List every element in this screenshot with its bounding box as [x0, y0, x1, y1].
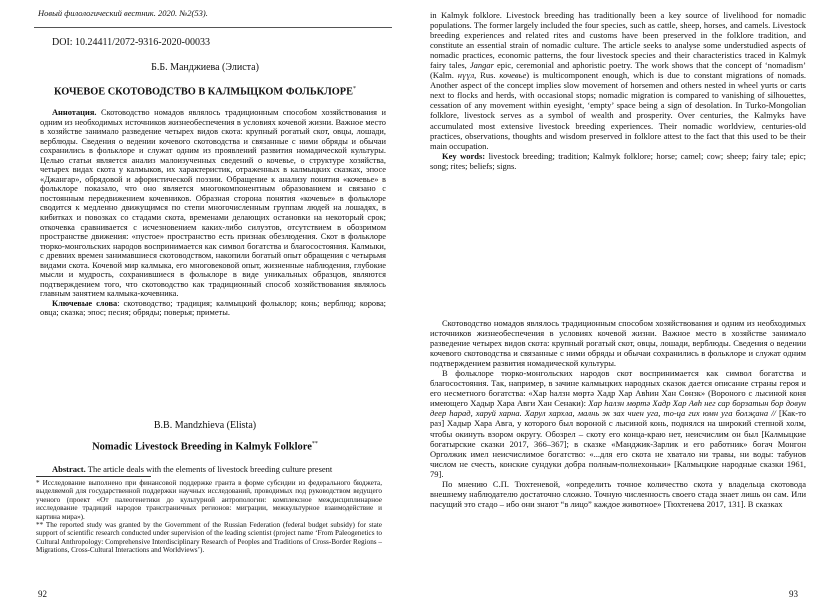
title-ru-text: КОЧЕВОЕ СКОТОВОДСТВО В КАЛМЫЦКОМ ФОЛЬКЛОРЕ	[54, 86, 353, 98]
jangar-word: Jangar	[469, 60, 494, 71]
para2-a: В фольклоре тюрко-монгольских народов скот воспринимается как символ богатства и благосостояния. Так, например, в зачине калмыцких народных сказок дается описание страны героя и его несметного богатства: «Хар һалзн мөртә Хадр Хар Авһин Хан Сөнзк» (Вороного с лысиной коня имеющего Хадыр Хара Авги Хан Сенаки):	[430, 368, 806, 409]
footnote-rule	[36, 476, 151, 477]
journal-header: Новый филологический вестник. 2020. №2(53).	[38, 8, 208, 18]
kw-en-label: Key words:	[442, 150, 486, 161]
paragraph-1: Скотоводство номадов являлось традиционным способом хозяйствования и одним из необходимых источников жизнеобеспечения в условиях кочевой жизни. Важное место в хозяйстве занимало разведение четырех видов скота: крупный рогатый скот, овцы, лошади, верблюды. Сведения о ведении кочевого скотоводства и связанные с ними обряды и обычаи сохранились в фольклоре и служат одним подтверждением развития номадической культуры.	[430, 318, 806, 369]
abstract-en-label: Abstract.	[52, 464, 86, 474]
abstract-ru	[40, 108, 386, 318]
kw-en-text: livestock breeding; tradition; Kalmyk folklore; horse; camel; cow; sheep; fairy tale; epic; song; rites; beliefs; signs.	[430, 150, 806, 171]
title-en-text: Nomadic Livestock Breeding in Kalmyk Folklore	[92, 441, 312, 453]
main-text	[430, 318, 806, 509]
right-page	[410, 0, 820, 609]
abstract-label: Аннотация.	[52, 108, 97, 117]
keywords-text: : скотоводство; традиция; калмыцкий фольклор; конь; верблюд; корова; овца; сказка; эпос; песня; обряды; поверья; приметы.	[40, 298, 386, 318]
paragraph-3: По мнению С.П. Тюхтеневой, «определить точное количество скота у владельца скотовода внешнему наблюдателю достаточно сложно. Точную численность своего стада знает лишь он сам. Или пасущий это стадо – ибо они знают “в лицо” каждое животное» [Тюхтенева 2017, 131]. В сказках	[430, 478, 806, 509]
footnote-1: * Исследование выполнено при финансовой поддержке гранта в форме субсидии из федерального бюджета, выделяемой для государственной поддержки научных исследований, проводимых под руководством ведущего ученого (проект «От палеогенетики до культурной антропологии: комплексное междисциплинарное исследование традиций народов трансграничных регионов: миграции, межкультурное взаимодействие и картина мира»).	[36, 479, 382, 521]
keywords-label: Ключевые слова	[52, 298, 118, 308]
en-text-1: in Kalmyk folklore. Livestock breeding has traditionally been a key source of livelihood for nomadic populations. The former largely included the four species, such as cattle, sheep, horses, and camels. Livestock breeding experiences and related rites and customs have been preserved in the folklore tradition, and constitute an essential strain of nomadic culture. The article seeks to analyse some understudied aspects of nomadic practices, economic patterns, the four livestock species and their characteristics traced in Kalmyk fairy tales,	[430, 10, 806, 71]
abstract-en-continued	[430, 10, 806, 171]
para2-b: [Как-то раз] Хадыр Хара Авга, у которого был вороной с лысиной конь, поднялся на широкий степной холм, чтобы окинуть взором округу. Обозрел – скоту его конца-краю нет, неисчислим он был [Калмыцкие богатырские сказки 2017, 366–367]; в сказке «Манджик-Зарлик и его работник» богач Монгон Орголжик имел неисчислимое богатство: «...для его скота не хватало ни травы, ни воды: табунов числом не счесть, конские сундуки добра полным-полнехоньки» [Калмыцкие народные сказки 1961, 79].	[430, 408, 806, 479]
title-ru-mark: *	[352, 86, 356, 92]
paragraph-2	[430, 368, 806, 479]
title-en-mark: **	[311, 441, 318, 447]
para2-italic: Хар һалзн мөртә Хадр Хар Авһ нег сар борзатын бор довун деер һарад, харуй харна. Харул хархла, малнь эк зах чиен уга, то-ца гих юмн уга болҗана //	[430, 398, 806, 419]
abstract-text: Скотоводство номадов являлось традиционным способом хозяйствования и одним из необходимых источников жизнеобеспечения в условиях кочевой жизни. Важное место в хозяйстве занимало разведение четырех видов скота: крупный рогатый скот, овцы, лошади, верблюды. Сведения о ведении кочевого скотоводства и связанные с ними обряды и обычаи сохранились в фольклоре и служат одним из проявлений развития номадической культуры. Целью статьи является анализ малоизученных сведений о кочевье, о структуре хозяйства, четырех видах скота у калмыков, их характеристик, отраженных в калмыцких сказках, эпосе «Джангар», обрядовой и афористической поэзии. Обращение к анализу понятия «кочевье» в фольклоре показало, что оно является многокомпонентным образованием и связано с постоянным передвижением кочевников. Образная сторона понятия «кочевье» в фольклоре сводится к медленно движущимся по степи многочисленным группам людей на лошадях, в кибитках и повозках со стадами скота, временами делающих остановки на некоторый срок; откочевка сравнивается с исчезновением каких-либо силуэтов, отсутствием в обозримом пространстве движения: «пустое» пространство есть признак обезлюдения. Скот в фольклоре тюрко-монгольских народов воспринимается как символ богатства и благосостояния. Калмыки, с древних времен занимавшиеся скотоводством, накопили богатый опыт обращения с четырьмя видами скота. Кочевой мир калмыка, его многовековой опыт, жизненные наблюдения, глубокие мысли и мудрость, сохранившиеся в фольклоре в виде уникальных образцов, являются подтверждением того, что скотоводство как традиционный способ хозяйствования являлось главным занятием калмыка-кочевника.	[40, 108, 387, 299]
en-text-3: ) is multicomponent enough, which is due to constant migrations of nomads. Another aspect of the concept implies slow movement of horsemen and others nested in wheel yurts or carts next to flocks and herds, with occasional stops; nomadic migration is compared to vanishing of silhouettes, cessation of any movement within eyesight, ‘empty’ space being a sign of desolation. In Turko-Mongolian folklore, livestock serves as a symbol of wealth and prosperity. Over centuries, the Kalmyks have accumulated most extensive livestock breeding experiences. Their nomadic worldview, centuries-old practices, observations, thoughts and wisdom preserved in folklore attest to the fact that this used to be their main occupation.	[430, 70, 806, 151]
footnotes	[36, 479, 382, 555]
rus-prefix: , Rus.	[474, 70, 500, 81]
abstract-en	[40, 464, 386, 474]
page-number-right: 93	[789, 589, 798, 599]
en-text-2: epic, ceremonial and aphoristic poetry. The work shows that the concept of ‘nomadism’ (Kalm.	[430, 60, 807, 81]
rus-word: кочевье	[499, 70, 527, 81]
page-number-left: 92	[38, 589, 47, 599]
author-ru: Б.Б. Манджиева (Элиста)	[151, 62, 259, 73]
kalm-word: нүүл	[457, 70, 475, 81]
title-ru	[0, 86, 410, 97]
doi: DOI: 10.24411/2072-9316-2020-00033	[52, 37, 210, 48]
abstract-en-text: The article deals with the elements of livestock breeding culture present	[87, 464, 333, 474]
footnote-2: ** The reported study was granted by the Government of the Russian Federation (federal budget subsidy) for state support of scientific research conducted under supervision of the leading scientist (project name ‘From Paleogenetics to Cultural Anthropology: Comprehensive Interdisciplinary Research of Peoples and Traditions of Cross-Border Regions – Migrations, Cross-Cultural Interactions and Worldviews’).	[36, 521, 382, 555]
author-en: B.B. Mandzhieva (Elista)	[153, 420, 257, 431]
title-en	[0, 441, 410, 453]
header-rule	[34, 27, 392, 28]
